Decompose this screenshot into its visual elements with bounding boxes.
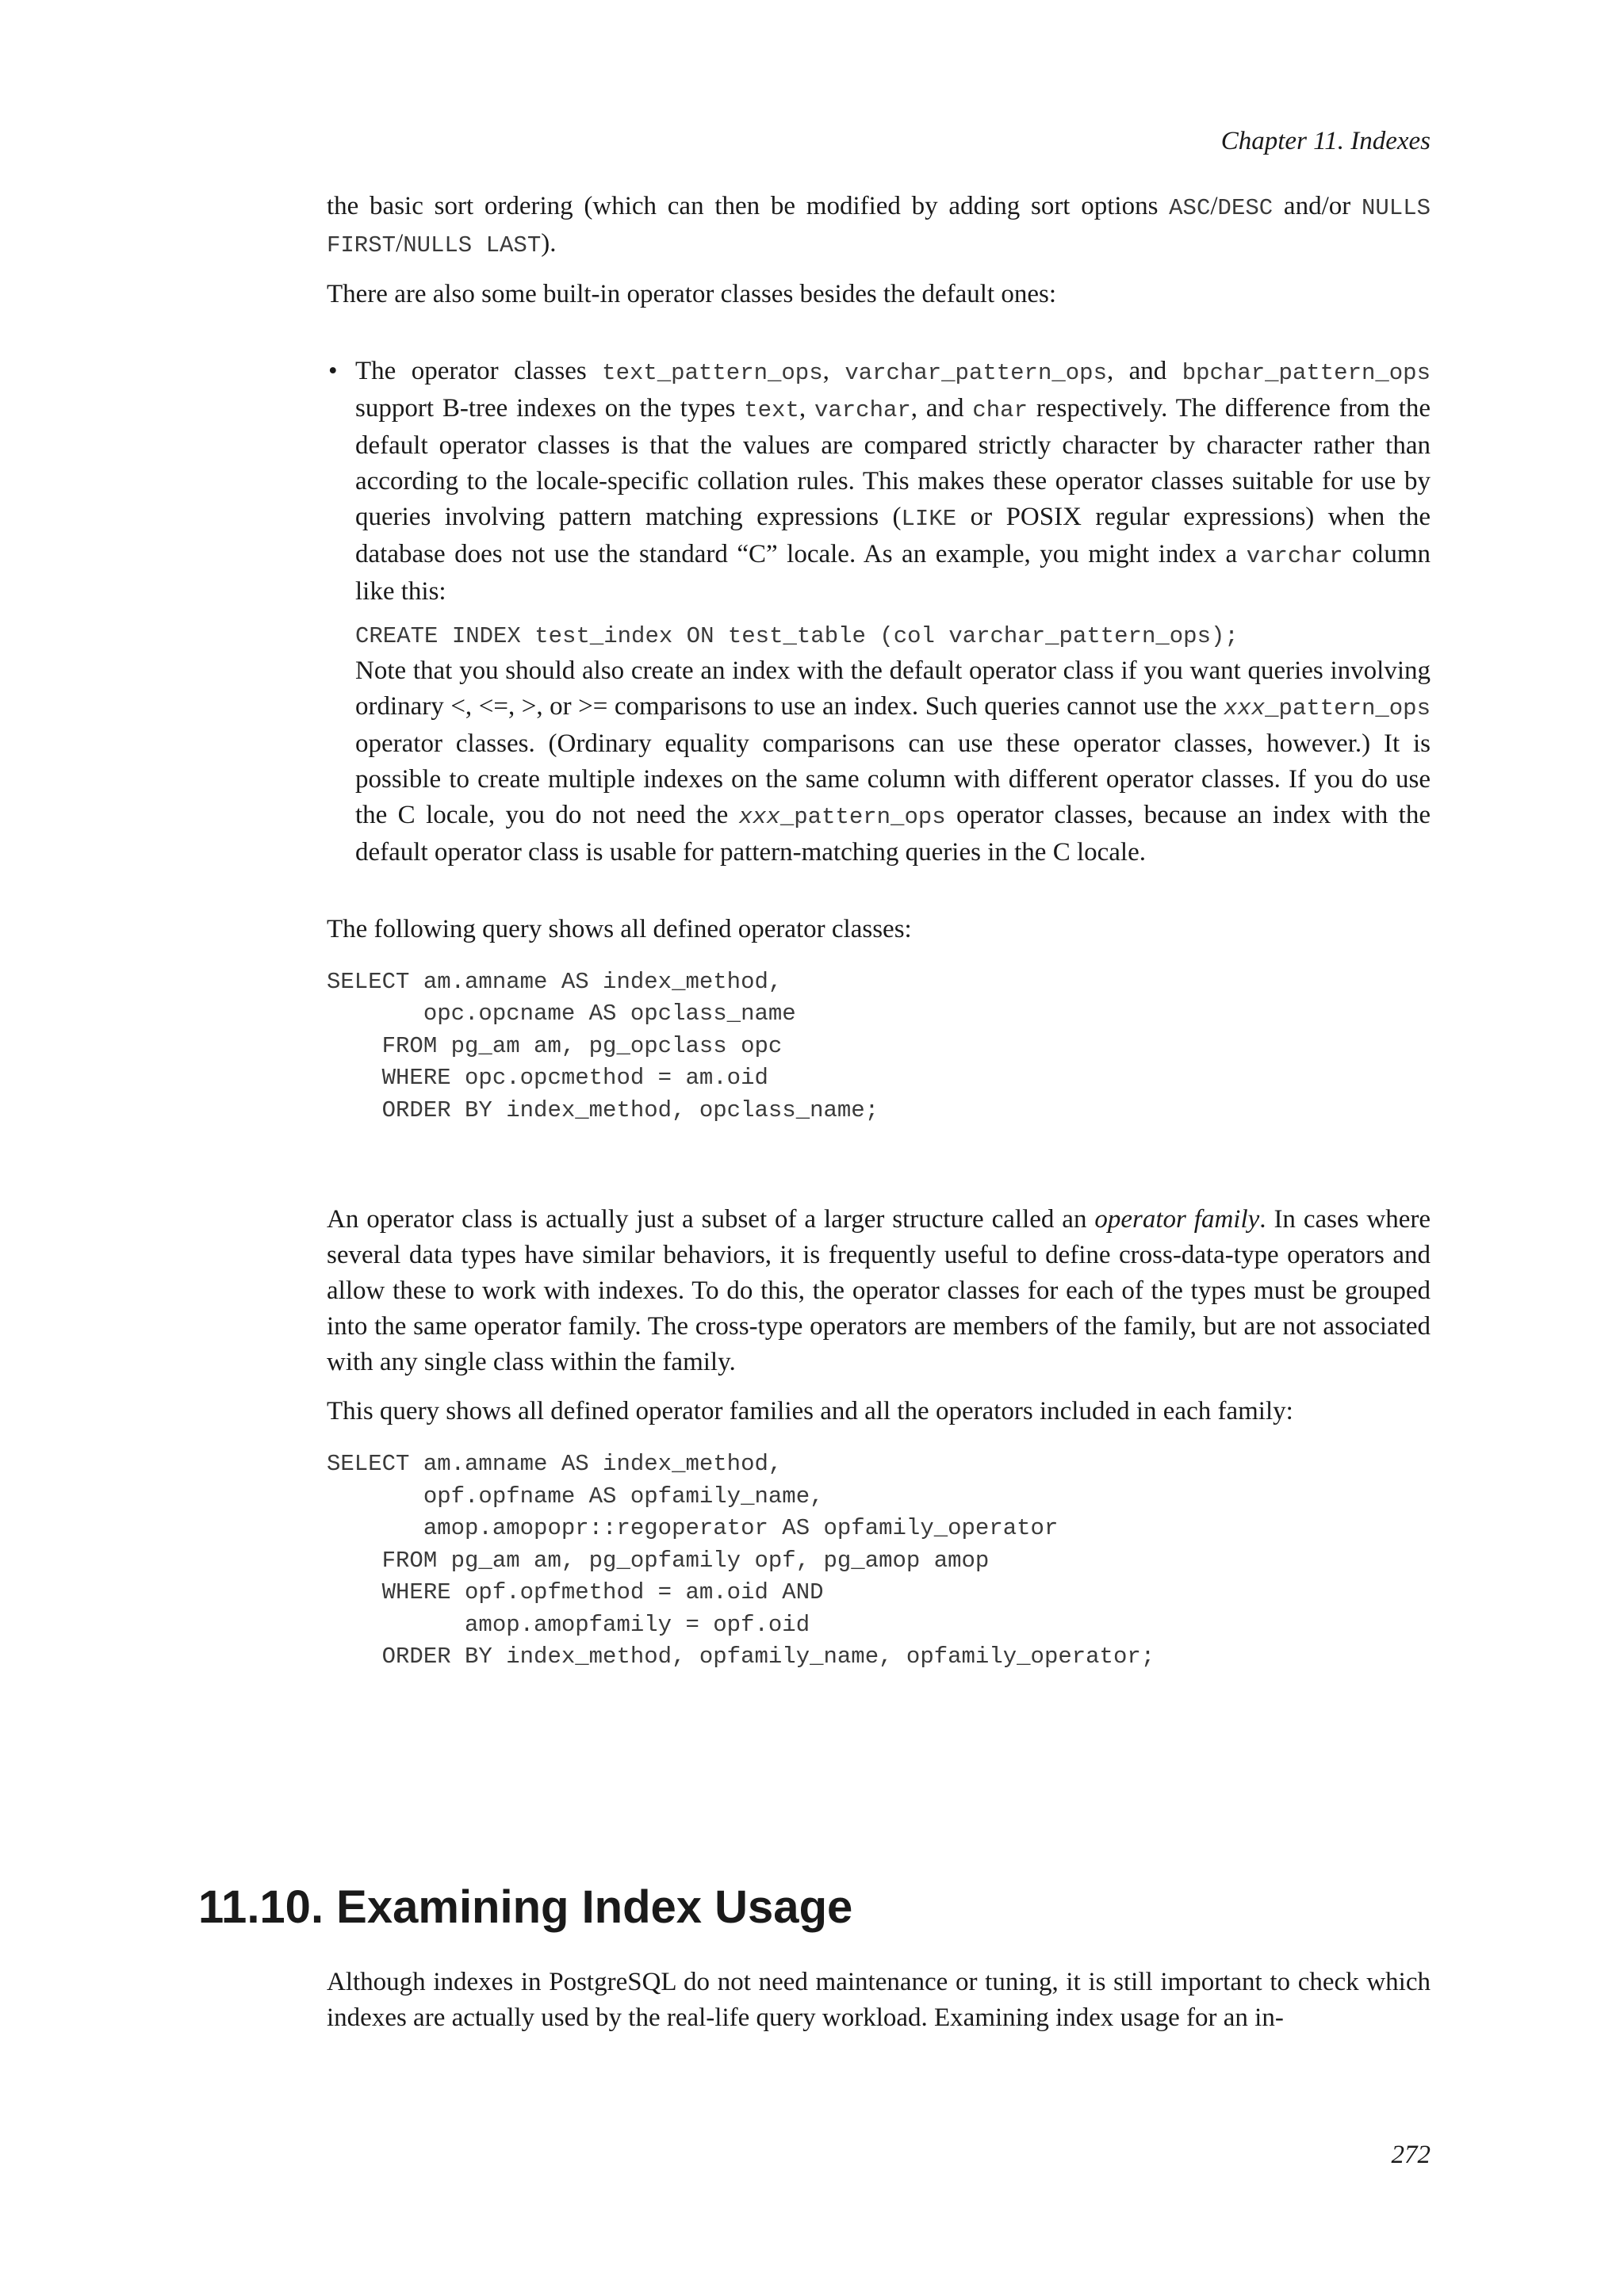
bullet-list <box>327 354 1431 871</box>
text-span: support B-tree indexes on the types <box>355 394 745 423</box>
code-block-opclass-query: SELECT am.amname AS index_method, opc.opcname AS opclass_name FROM pg_am am, pg_opclass opc WHERE opc.opcmethod = am.oid ORDER BY index_method, opclass_name; <box>327 968 879 1123</box>
code-block-opfamily-query: SELECT am.amname AS index_method, opf.opfname AS opfamily_name, amop.amopopr::regoperator AS opfamily_operator FROM pg_am am, pg_opfamily opf, pg_amop amop WHERE opf.opfmethod = am.oid AND amop.amopfamily = opf.oid ORDER BY index_method, opfamily_name, opfamily_operator; <box>327 1451 1155 1670</box>
text-span: The operator classes <box>355 357 603 385</box>
text-span: , <box>822 357 845 385</box>
paragraph-note-default-class <box>355 653 1431 871</box>
code-varchar: varchar <box>814 397 911 423</box>
paragraph-pattern-ops <box>355 354 1431 610</box>
paragraph-query1-intro: The following query shows all defined operator classes: <box>327 914 912 943</box>
bullet-marker: • <box>328 357 338 385</box>
paragraph-operator-family <box>327 1202 1431 1380</box>
text-span: / <box>1210 192 1218 220</box>
code-xxx-pattern-ops <box>1224 695 1431 721</box>
text-span: / <box>396 229 404 258</box>
code-bpchar-pattern-ops: bpchar_pattern_ops <box>1182 360 1431 386</box>
code-xxx-pattern-ops-2 <box>739 804 946 830</box>
text-span: , and <box>1106 357 1182 385</box>
text-span: , <box>799 394 814 423</box>
code-block-create-index: CREATE INDEX test_index ON test_table (col varchar_pattern_ops); <box>355 623 1239 649</box>
text-span: . In cases where several data types have similar behaviors, it is frequently useful to define cross-data-type operators and allow these to work with indexes. To do this, the operator classes for each of the types must be grouped into the same operator family. The cross-type operators are members of the family, but are not associated with any single class within the family. <box>327 1205 1431 1376</box>
text-span: An operator class is actually just a subset of a larger structure called an <box>327 1205 1095 1234</box>
code-placeholder: xxx <box>738 803 780 830</box>
code-like: LIKE <box>901 506 957 532</box>
text-span: the basic sort ordering (which can then be modified by adding sort options <box>327 192 1170 220</box>
code-text: text <box>744 397 799 423</box>
text-span: column like this: <box>355 540 1431 606</box>
running-header: Chapter 11. Indexes <box>1220 127 1431 155</box>
section-body <box>327 1965 1431 2049</box>
text-span: Note that you should also create an index with the default operator class if you want queries involving ordinary <, <=, >, or >= comparisons to use an index. Such queries cannot use the <box>355 656 1431 721</box>
paragraph-builtin-classes: There are also some built-in operator classes besides the default ones: <box>327 280 1057 308</box>
text-span: operator classes. (Ordinary equality comparisons can use these operator classes, however.) It is possible to create multiple indexes on the same column with different operator classes. If you do use the C locale, you do not need the <box>355 729 1431 829</box>
list-item <box>327 354 1431 871</box>
code-desc: DESC <box>1217 195 1274 221</box>
code-nulls-last: NULLS LAST <box>403 232 542 258</box>
text-span: ). <box>541 229 557 258</box>
text-span: or POSIX regular expressions) when the database does not use the standard “C” locale. As an example, you might index a <box>355 503 1431 568</box>
text-span: operator classes, because an index with the default operator class is usable for pattern-matching queries in the C locale. <box>355 800 1431 867</box>
paragraph-sort-options <box>327 189 1431 263</box>
text-span: respectively. The difference from the default operator classes is that the values are compared strictly character by character rather than according to the locale-specific collation rules. This makes these operator classes suitable for use by queries involving pattern matching expressions ( <box>355 394 1431 531</box>
paragraph-query2-intro: This query shows all defined operator families and all the operators included in each family: <box>327 1397 1293 1425</box>
text-span: and/or <box>1273 192 1362 220</box>
code-placeholder: xxx <box>1223 695 1266 721</box>
code-nulls-first: NULLS FIRST <box>327 195 1431 258</box>
code-suffix: _pattern_ops <box>779 803 946 830</box>
term-operator-family: operator family <box>1094 1205 1260 1234</box>
code-varchar-2: varchar <box>1246 543 1343 569</box>
paragraph-index-usage: Although indexes in PostgreSQL do not need maintenance or tuning, it is still important to check which indexes are actually used by the real-life query workload. Examining index usage for an in- <box>327 1968 1431 2032</box>
text-span: , and <box>910 394 973 423</box>
code-text-pattern-ops: text_pattern_ops <box>602 360 823 386</box>
code-varchar-pattern-ops: varchar_pattern_ops <box>845 360 1107 386</box>
code-suffix: _pattern_ops <box>1265 695 1431 721</box>
code-asc: ASC <box>1169 195 1211 221</box>
main-content <box>327 189 1431 1674</box>
page-number: 272 <box>1391 2141 1431 2169</box>
code-char: char <box>972 397 1028 423</box>
section-heading: 11.10. Examining Index Usage <box>198 1881 853 1933</box>
